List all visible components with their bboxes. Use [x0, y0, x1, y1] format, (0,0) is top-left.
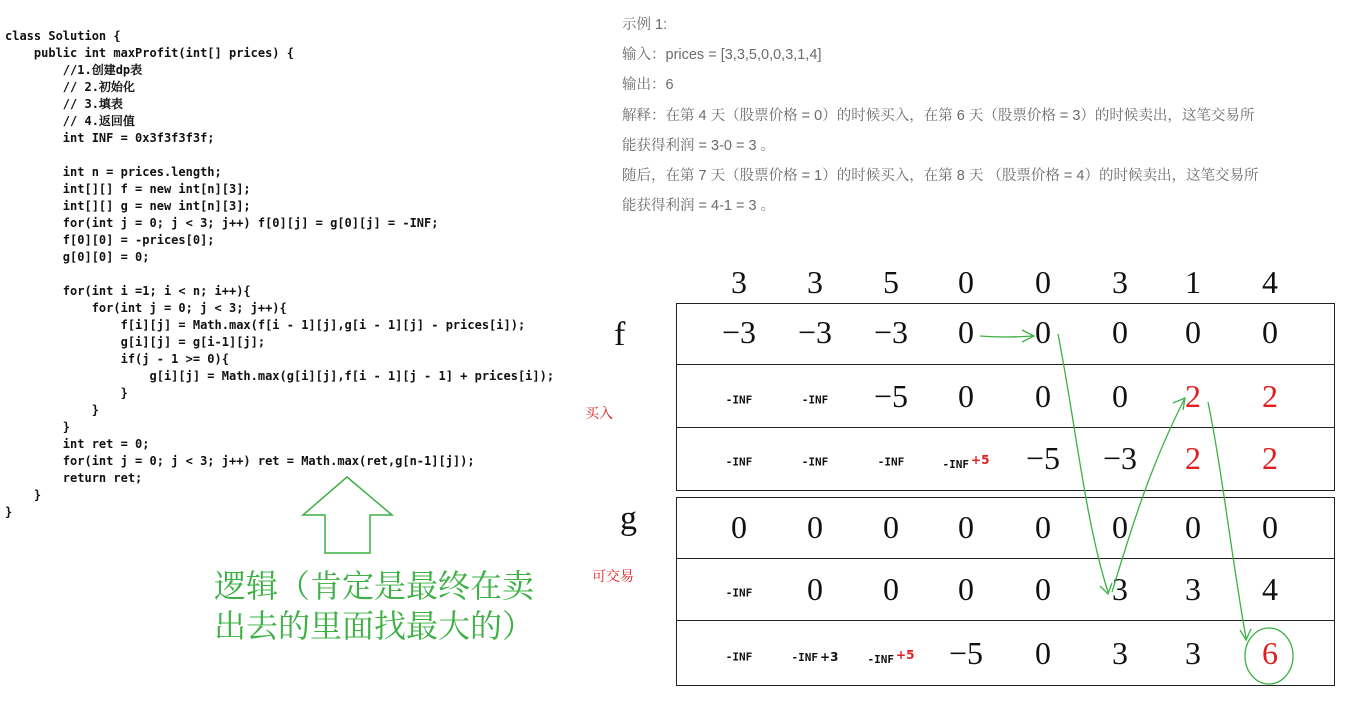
g_table-cell-value: -INF — [867, 653, 895, 666]
f_table-cell-value: 2 — [1262, 378, 1278, 414]
g_table-cell-value: 0 — [807, 571, 823, 607]
code-line: public int maxProfit(int[] prices) { — [5, 46, 294, 60]
price-value: 3 — [731, 264, 747, 300]
example-title: 示例 1: — [622, 17, 668, 33]
g_table-cell-value: −5 — [948, 635, 984, 671]
code-line: g[i][j] = Math.max(g[i][j],f[i - 1][j - 1] + prices[i]); — [5, 369, 555, 383]
code-line: } — [5, 505, 13, 519]
f_table-cell-value: −3 — [873, 314, 909, 350]
price-value: 0 — [958, 264, 974, 300]
code-line: for(int i =1; i < n; i++){ — [5, 284, 251, 298]
f_table-cell-value: -INF — [801, 393, 829, 407]
code-line: return ret; — [5, 471, 143, 485]
code-line: g[0][0] = 0; — [5, 250, 150, 264]
price-value: 1 — [1185, 264, 1201, 300]
f_table-cell-value: −3 — [721, 314, 757, 350]
f_table-cell-value: 0 — [1035, 314, 1051, 350]
f_table-cell-value: 0 — [1262, 314, 1278, 350]
f_table-cell-value: 2 — [1185, 378, 1201, 414]
example-explain-1: 解释：在第 4 天（股票价格 = 0）的时候买入，在第 6 天（股票价格 = 3）的时候卖出，这笔交易所 — [622, 108, 1255, 124]
g_table-cell-value: 0 — [1185, 509, 1201, 545]
buy-label: 买入 — [585, 406, 613, 422]
g_table-cell-value: 0 — [1035, 571, 1051, 607]
code-line: for(int j = 0; j < 3; j++) f[0][j] = g[0][j] = -INF; — [5, 216, 439, 230]
code-line: } — [5, 386, 128, 400]
code-line: int INF = 0x3f3f3f3f; — [5, 131, 215, 145]
code-line: int[][] f = new int[n][3]; — [5, 182, 251, 196]
code-line: g[i][j] = g[i-1][j]; — [5, 335, 266, 349]
f_table-cell-value: -INF — [877, 455, 905, 469]
g_table-cell-value: -INF — [791, 651, 819, 664]
g_table-cell-value: 0 — [958, 509, 974, 545]
transition-arrows — [980, 330, 1251, 640]
sellable-label: 可交易 — [592, 569, 634, 585]
up-arrow-icon — [303, 477, 392, 553]
f_table-cell-value: 2 — [1262, 440, 1278, 476]
price-value: 5 — [883, 264, 899, 300]
code-line: // 4.返回值 — [5, 114, 135, 128]
price-value: 3 — [1112, 264, 1128, 300]
price-value: 3 — [807, 264, 823, 300]
f_table-cell-value: -INF — [801, 455, 829, 469]
f_table-cell-value: 2 — [1185, 440, 1201, 476]
g_table-cell-value: 0 — [883, 509, 899, 545]
code-line: f[i][j] = Math.max(f[i - 1][j],g[i - 1][j] - prices[i]); — [5, 318, 526, 332]
g_table-cell-value: 0 — [1035, 635, 1051, 671]
f_table-cell-value: −5 — [873, 378, 909, 414]
logic-note: 逻辑（肯定是最终在卖出去的里面找最大的） — [214, 567, 535, 645]
g_table-cell-value: 0 — [1112, 509, 1128, 545]
g_table-cell-value: 4 — [1262, 571, 1278, 607]
code-line: int n = prices.length; — [5, 165, 222, 179]
code-line: //1.创建dp表 — [5, 63, 143, 77]
code-line: int ret = 0; — [5, 437, 150, 451]
g_table-cell-value: -INF — [725, 586, 753, 600]
f_table-cell-value: 0 — [958, 378, 974, 414]
f_table-cell-value: −3 — [797, 314, 833, 350]
f-label: f — [614, 316, 626, 353]
code-line: // 2.初始化 — [5, 80, 135, 94]
code-line: } — [5, 488, 42, 502]
g_table-cell-annotation: +3 — [820, 650, 839, 664]
example-input: 输入：prices = [3,3,5,0,0,3,1,4] — [622, 47, 822, 63]
code-line: class Solution { — [5, 29, 121, 43]
example-explain-2: 能获得利润 = 3-0 = 3 。 — [622, 138, 776, 154]
code-line: for(int j = 0; j < 3; j++) ret = Math.max(ret,g[n-1][j]); — [5, 454, 475, 468]
g_table-cell-value: 0 — [883, 571, 899, 607]
f_table-cell-value: −5 — [1025, 440, 1061, 476]
g_table-cell-value: 0 — [807, 509, 823, 545]
code-line: } — [5, 403, 99, 417]
example-output: 输出：6 — [622, 77, 674, 93]
code-line: int[][] g = new int[n][3]; — [5, 199, 251, 213]
price-value: 0 — [1035, 264, 1051, 300]
g-label: g — [620, 500, 637, 537]
g_table-cell-value: 0 — [1035, 509, 1051, 545]
f_table-cell-value: 0 — [1185, 314, 1201, 350]
example-explain-3: 随后，在第 7 天（股票价格 = 1）的时候买入，在第 8 天 （股票价格 = 4）的时候卖出，这笔交易所 — [622, 168, 1259, 184]
g_table-cell-value: 0 — [1262, 509, 1278, 545]
f_table-cell-value: 0 — [1035, 378, 1051, 414]
f_table-cell-value: 0 — [1112, 378, 1128, 414]
f_table-cell-value: −3 — [1102, 440, 1138, 476]
g_table-cell-annotation: +5 — [896, 648, 915, 662]
g_table-cell-value: 3 — [1185, 635, 1201, 671]
f_table-cell-value: 0 — [958, 314, 974, 350]
code-line: } — [5, 420, 71, 434]
example-explain-4: 能获得利润 = 4-1 = 3 。 — [622, 198, 776, 214]
code-line: if(j - 1 >= 0){ — [5, 352, 229, 366]
code-line: // 3.填表 — [5, 97, 123, 111]
f_table-cell-value: -INF — [942, 458, 970, 471]
g_table-cell-value: 0 — [958, 571, 974, 607]
code-line: f[0][0] = -prices[0]; — [5, 233, 215, 247]
g_table-cell-value: -INF — [725, 650, 753, 664]
g_table-cell-value: 3 — [1112, 571, 1128, 607]
g_table-cell-value: 0 — [731, 509, 747, 545]
g_table-cell-value: 3 — [1112, 635, 1128, 671]
f_table-cell-value: -INF — [725, 455, 753, 469]
code-line: for(int j = 0; j < 3; j++){ — [5, 301, 287, 315]
f_table-cell-value: 0 — [1112, 314, 1128, 350]
f_table-cell-value: -INF — [725, 393, 753, 407]
f_table-cell-annotation: +5 — [971, 453, 990, 467]
price-value: 4 — [1262, 264, 1278, 300]
g_table-cell-value: 6 — [1262, 635, 1278, 671]
g_table-cell-value: 3 — [1185, 571, 1201, 607]
answer-circle — [1245, 628, 1293, 684]
